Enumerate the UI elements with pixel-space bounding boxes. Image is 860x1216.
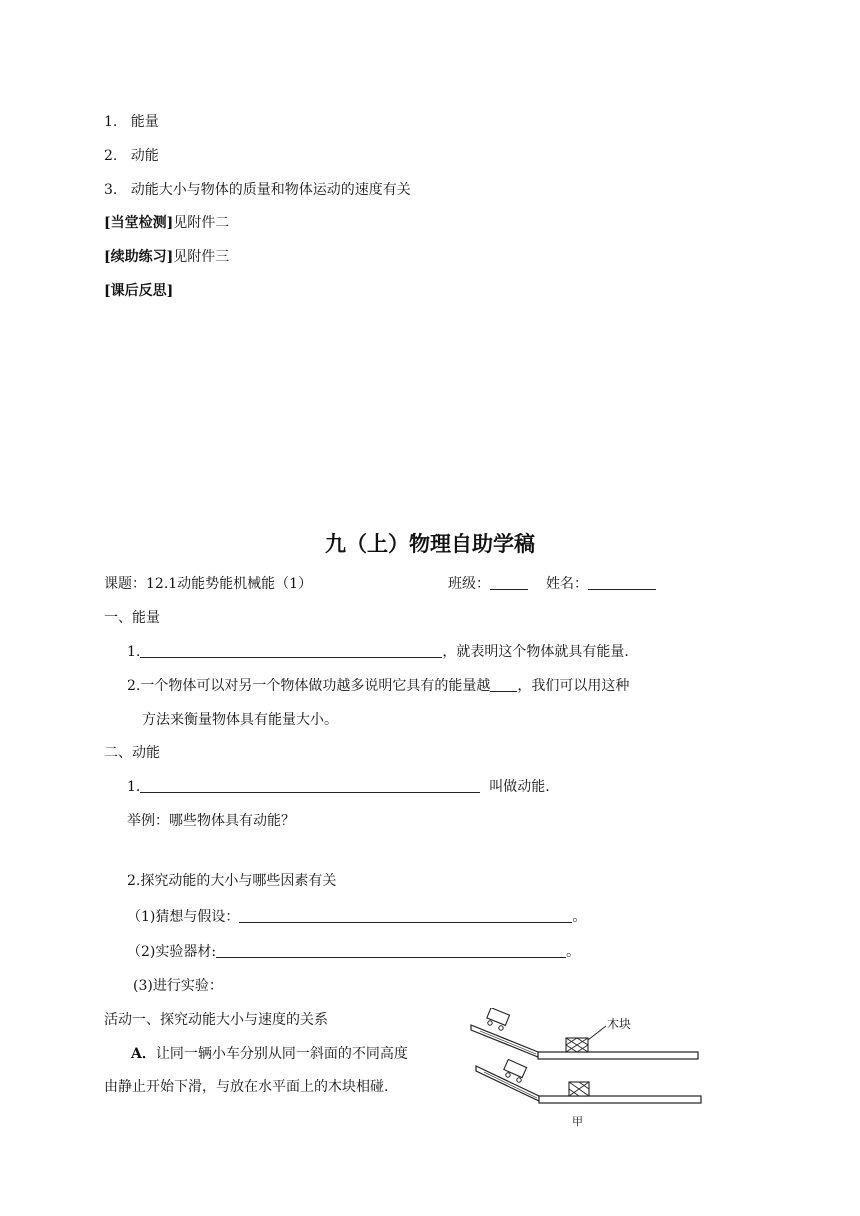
- list-text: 动能大小与物体的质量和物体运动的速度有关: [130, 182, 411, 198]
- page-title: 九（上）物理自助学稿: [325, 532, 535, 556]
- question-text: ，就表明这个物体就具有能量.: [442, 644, 629, 660]
- answer-blank: [140, 643, 442, 658]
- end-mark: 。: [572, 909, 587, 925]
- activity-a-line-1: [131, 1043, 408, 1063]
- upper-block-icon: [566, 1038, 588, 1052]
- section-text: 见附件三: [173, 249, 230, 265]
- class-field: [448, 573, 528, 593]
- activity-a-line-2: 由静止开始下滑，与放在水平面上的木块相碰.: [104, 1079, 389, 1095]
- materials-step: [127, 941, 580, 961]
- energy-question-1: [127, 641, 629, 661]
- list-text: 动能: [130, 148, 159, 164]
- check-section: [104, 212, 229, 232]
- name-field: [546, 573, 656, 593]
- lower-cart-icon: [504, 1059, 527, 1082]
- activity-title: 活动一、探究动能大小与速度的关系: [104, 1012, 328, 1028]
- kinetic-question-2: 2.探究动能的大小与哪些因素有关: [127, 873, 337, 889]
- section-text: 见附件二: [173, 215, 230, 231]
- block-label-pointer: [588, 1026, 606, 1040]
- topic: 课题：12.1动能势能机械能（1）: [104, 576, 313, 592]
- answer-blank: [239, 908, 572, 923]
- list-item: [104, 111, 159, 131]
- step-label: （2)实验器材:: [127, 944, 217, 960]
- practice-section: [104, 246, 229, 266]
- hypothesis-step: [127, 906, 586, 926]
- item-text: 让同一辆小车分别从同一斜面的不同高度: [155, 1046, 408, 1062]
- list-number: 1.: [104, 114, 118, 130]
- ramp-experiment-figure: [468, 1008, 708, 1133]
- name-label: 姓名：: [546, 576, 588, 592]
- end-mark: 。: [566, 944, 581, 960]
- lower-block-icon: [569, 1082, 589, 1096]
- energy-question-2-cont: 方法来衡量物体具有能量大小。: [142, 712, 338, 728]
- question-text: 叫做动能.: [489, 779, 550, 795]
- kinetic-heading: 二、动能: [104, 745, 160, 761]
- reflection-section: [课后反思]: [104, 283, 174, 299]
- energy-heading: 一、能量: [104, 610, 160, 626]
- list-number: 3.: [104, 182, 118, 198]
- list-text: 能量: [130, 114, 159, 130]
- block-label: 木块: [607, 1017, 632, 1031]
- answer-blank: [216, 943, 566, 958]
- experiment-step: (3)进行实验：: [133, 978, 223, 994]
- list-item: [104, 145, 159, 165]
- class-blank: [490, 575, 528, 590]
- list-number: 2.: [104, 148, 118, 164]
- item-label: A．: [131, 1046, 156, 1062]
- upper-cart-icon: [487, 1008, 510, 1030]
- answer-blank: [490, 677, 517, 692]
- question-text: 2.一个物体可以对另一个物体做功越多说明它具有的能量越: [127, 678, 491, 694]
- energy-question-2: [127, 675, 629, 695]
- answer-blank: [140, 778, 480, 793]
- question-text: ，我们可以用这种: [517, 678, 630, 694]
- kinetic-question-1: [127, 776, 550, 796]
- section-label: [当堂检测]: [104, 215, 174, 231]
- figure-caption: 甲: [572, 1115, 583, 1128]
- step-label: （1)猜想与假设：: [127, 909, 240, 925]
- class-label: 班级：: [448, 576, 490, 592]
- question-number: 1.: [127, 779, 141, 795]
- section-label: [续助练习]: [104, 249, 174, 265]
- question-number: 1.: [127, 644, 141, 660]
- list-item: [104, 179, 411, 199]
- name-blank: [588, 575, 656, 590]
- example-prompt: 举例：哪些物体具有动能？: [127, 813, 295, 829]
